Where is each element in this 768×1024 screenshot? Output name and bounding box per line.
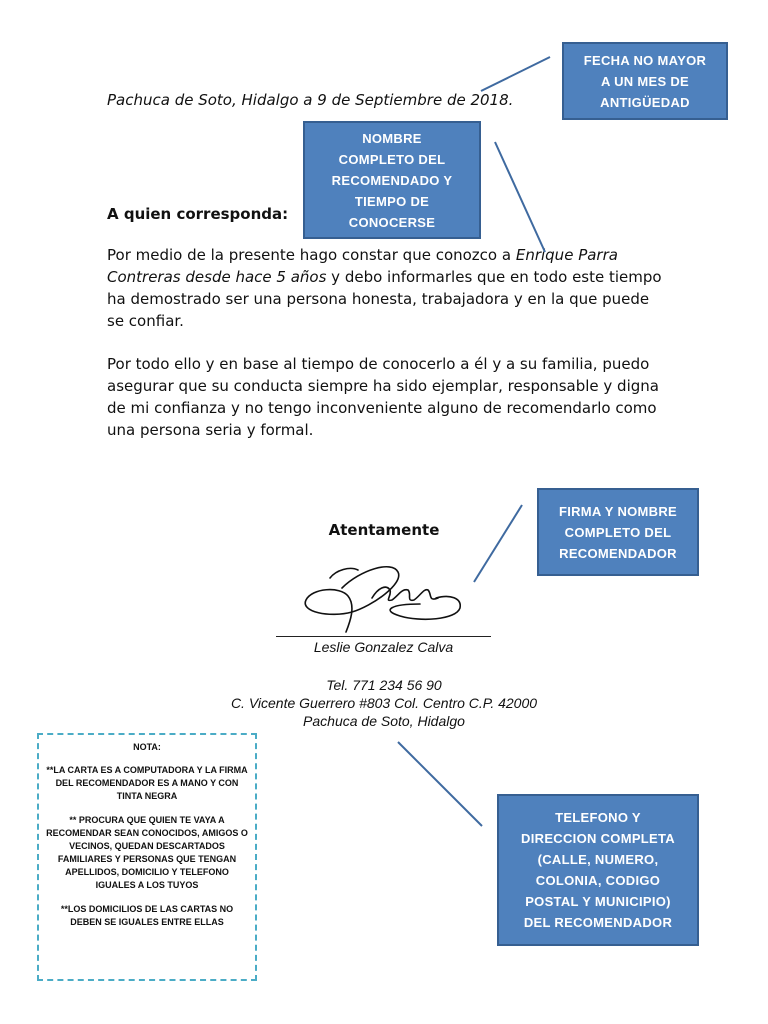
callout-signature-line: COMPLETO DEL: [564, 524, 672, 540]
callout-recommended-line: NOMBRE: [362, 130, 422, 146]
callout-recommended: [303, 121, 481, 239]
callout-date-line: A UN MES DE: [600, 73, 690, 89]
callout-signature-line: RECOMENDADOR: [559, 545, 677, 561]
phone: Tel. 771 234 56 90: [326, 677, 442, 693]
closing: Atentamente: [328, 521, 440, 539]
note-title: NOTA:: [133, 742, 161, 752]
paragraph-2: Por todo ello y en base al tiempo de conocerlo a él y a su familia, puedo asegurar que su conducta siempre ha sido ejemplar, responsable y digna de mi confianza y no tengo inconveniente alguno de recomendarlo como una persona seria y formal.: [107, 355, 659, 439]
callout-date: [562, 42, 728, 120]
note-item: **LA CARTA ES A COMPUTADORA Y LA FIRMA DEL RECOMENDADOR ES A MANO Y CON TINTA NEGRA: [46, 765, 248, 801]
recommended-name-period: Enrique Parra Contreras desde hace 5 años: [107, 246, 618, 286]
connector-signature: [474, 505, 522, 582]
callout-signature-line: FIRMA Y NOMBRE: [558, 503, 678, 519]
connector-recommended: [495, 142, 545, 252]
connector-contact: [398, 742, 482, 826]
callout-recommended-line: COMPLETO DEL: [338, 151, 446, 167]
city: Pachuca de Soto, Hidalgo: [303, 713, 465, 729]
connector-date: [481, 57, 550, 91]
callout-contact: [497, 794, 699, 946]
callout-signature: [537, 488, 699, 576]
greeting: A quien corresponda:: [107, 205, 289, 223]
callout-contact-line: DIRECCION COMPLETA: [521, 831, 675, 846]
callout-date-line: FECHA NO MAYOR: [583, 52, 707, 68]
callout-contact-line: DEL RECOMENDADOR: [523, 915, 673, 930]
paragraph-1-lead: Por medio de la presente hago constar que conozco a: [107, 246, 516, 264]
note-item: ** PROCURA QUE QUIEN TE VAYA A RECOMENDAR SEAN CONOCIDOS, AMIGOS O VECINOS, QUEDAN DESCARTADOS FAMILIARES Y PERSONAS QUE TENGAN APELLIDOS, DOMICILIO Y TELEFONO IGUALES A LOS TUYOS: [46, 815, 248, 890]
note-box: [37, 733, 257, 981]
callout-recommended-line: RECOMENDADO Y: [331, 172, 453, 188]
callout-contact-line: POSTAL Y MUNICIPIO): [525, 894, 671, 909]
callout-contact-line: COLONIA, CODIGO: [535, 873, 661, 888]
callout-date-line: ANTIGÜEDAD: [600, 94, 690, 110]
callout-contact-line: (CALLE, NUMERO,: [537, 852, 659, 867]
signer-name: Leslie Gonzalez Calva: [313, 639, 454, 655]
callout-recommended-line: TIEMPO DE: [354, 193, 430, 209]
callout-recommended-line: CONOCERSE: [348, 214, 436, 230]
date-line: Pachuca de Soto, Hidalgo a 9 de Septiembre de 2018.: [107, 91, 514, 109]
paragraph-1-rest: y debo informarles que en todo este tiempo ha demostrado ser una persona honesta, trabajadora y en la que puede se confiar.: [107, 268, 662, 330]
note-item: **LOS DOMICILIOS DE LAS CARTAS NO DEBEN SE IGUALES ENTRE ELLAS: [60, 904, 234, 927]
callout-contact-line: TELEFONO Y: [555, 810, 641, 825]
address: C. Vicente Guerrero #803 Col. Centro C.P. 42000: [230, 695, 538, 711]
